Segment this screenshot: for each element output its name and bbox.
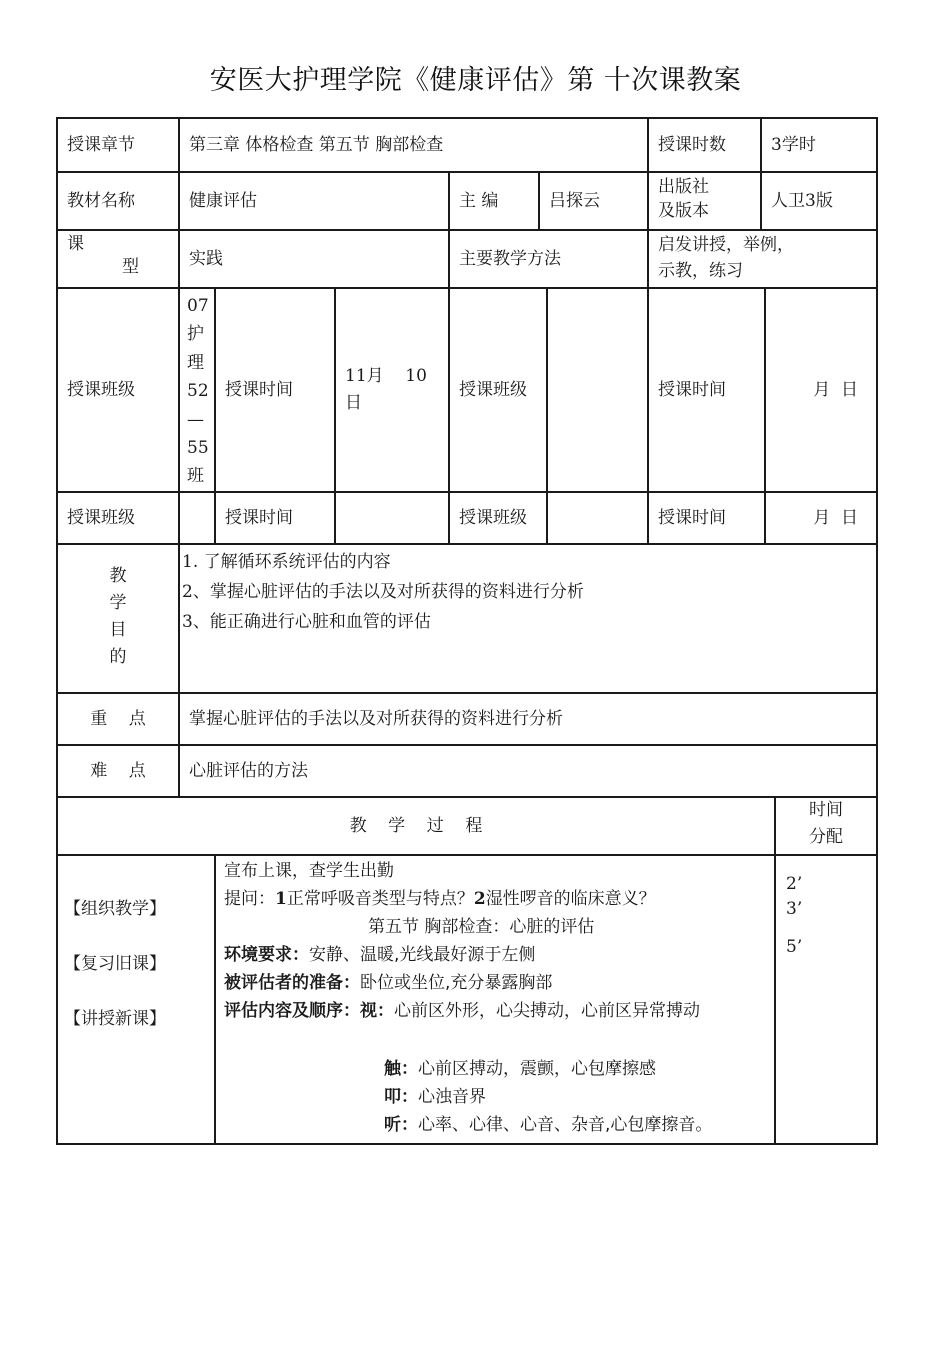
class-value-1 [187,292,214,491]
process-line-inspection: 评估内容及顺序：视：心前区外形，心尖搏动，心前区异常搏动 [224,1001,700,1021]
time-label-2: 授课时间 [658,379,726,400]
time-value: 3’ [786,899,803,919]
teaching-method-line1: 启发讲授，举例， [658,235,794,255]
time-allocation-line2: 分配 [809,827,843,847]
process-line-preparation: 被评估者的准备：卧位或坐位,充分暴露胸部 [224,973,553,993]
objective-item: 1. 了解循环系统评估的内容 [182,552,391,572]
process-times [786,872,866,992]
time-value-line1: 11月 10 [345,366,427,386]
class-label-1: 授课班级 [67,379,135,400]
course-type-label-line2: 型 [122,256,139,277]
class-label-2: 授课班级 [459,379,527,400]
time-value-line2: 日 [345,393,362,413]
publisher-label-line1: 出版社 [658,177,709,197]
process-line-percussion: 叩：心浊音界 [384,1087,486,1107]
objectives-label [58,563,178,683]
process-line-palpation: 触：心前区搏动，震颤，心包摩擦感 [384,1059,656,1079]
process-line-section-title: 第五节 胸部检查：心脏的评估 [368,917,595,937]
time-value: 5’ [786,937,803,957]
time-allocation-line1: 时间 [809,800,843,820]
hours-label: 授课时数 [658,134,726,155]
chapter-label: 授课章节 [67,134,135,155]
editor-label: 主 编 [459,190,499,211]
time-label-1: 授课时间 [225,379,293,400]
page-title: 安医大护理学院《健康评估》第 十次课教案 [209,65,742,96]
class-char: — [187,409,204,430]
month-day-1: 月 日 [813,379,858,400]
section-review: 【复习旧课】 [64,954,166,974]
time-value: 2’ [786,874,803,894]
hours-value: 3学时 [771,134,816,155]
teaching-method-label: 主要教学方法 [459,248,561,269]
process-line-attendance: 宣布上课，查学生出勤 [224,861,394,881]
month-day-2: 月 日 [813,507,858,528]
class-label-3: 授课班级 [67,507,135,528]
class-char: 07 [187,296,209,316]
process-content [224,857,772,1143]
textbook-label: 教材名称 [67,190,135,211]
objectives-label-char: 学 [109,593,127,613]
course-type-label-line1: 课 [67,234,84,254]
textbook-value: 健康评估 [189,190,257,211]
section-organize: 【组织教学】 [64,899,166,919]
publisher-value: 人卫3版 [771,190,833,211]
course-type-label [58,233,178,287]
objectives-label-char: 目 [109,620,127,640]
editor-value: 吕探云 [549,190,600,211]
difficulty-label: 难 点 [90,760,146,781]
class-char: 理 [187,352,204,373]
process-line-questions: 提问：1正常呼吸音类型与特点？2湿性啰音的临床意义？ [224,889,656,909]
time-allocation-heading [776,797,876,854]
class-char: 班 [187,466,204,487]
process-sections [64,898,214,1048]
teaching-method-value [649,232,876,287]
process-line-auscultation: 听：心率、心律、心音、杂音,心包摩擦音。 [384,1115,713,1135]
objectives-label-char: 教 [109,566,127,586]
class-char: 52 [187,381,209,402]
objective-item: 3、能正确进行心脏和血管的评估 [182,612,431,632]
course-type-value: 实践 [189,248,223,269]
difficulty-value: 心脏评估的方法 [189,760,308,781]
chapter-value: 第三章 体格检查 第五节 胸部检查 [189,134,444,155]
time-label-4: 授课时间 [658,507,726,528]
class-char: 55 [187,438,209,459]
key-point-label: 重 点 [90,708,146,729]
objectives-list [182,547,872,687]
process-line-environment: 环境要求：安静、温暖,光线最好源于左侧 [224,945,536,965]
class-char: 护 [187,324,204,345]
class-label-4: 授课班级 [459,507,527,528]
time-label-3: 授课时间 [225,507,293,528]
objective-item: 2、掌握心脏评估的手法以及对所获得的资料进行分析 [182,582,584,602]
objectives-label-char: 的 [109,647,127,667]
publisher-label [649,175,760,229]
teaching-method-line2: 示教，练习 [658,261,743,281]
publisher-label-line2: 及版本 [658,201,709,221]
key-point-value: 掌握心脏评估的手法以及对所获得的资料进行分析 [189,708,563,729]
time-value-1 [336,363,448,423]
section-new-lesson: 【讲授新课】 [64,1009,166,1029]
process-heading: 教 学 过 程 [349,815,483,836]
